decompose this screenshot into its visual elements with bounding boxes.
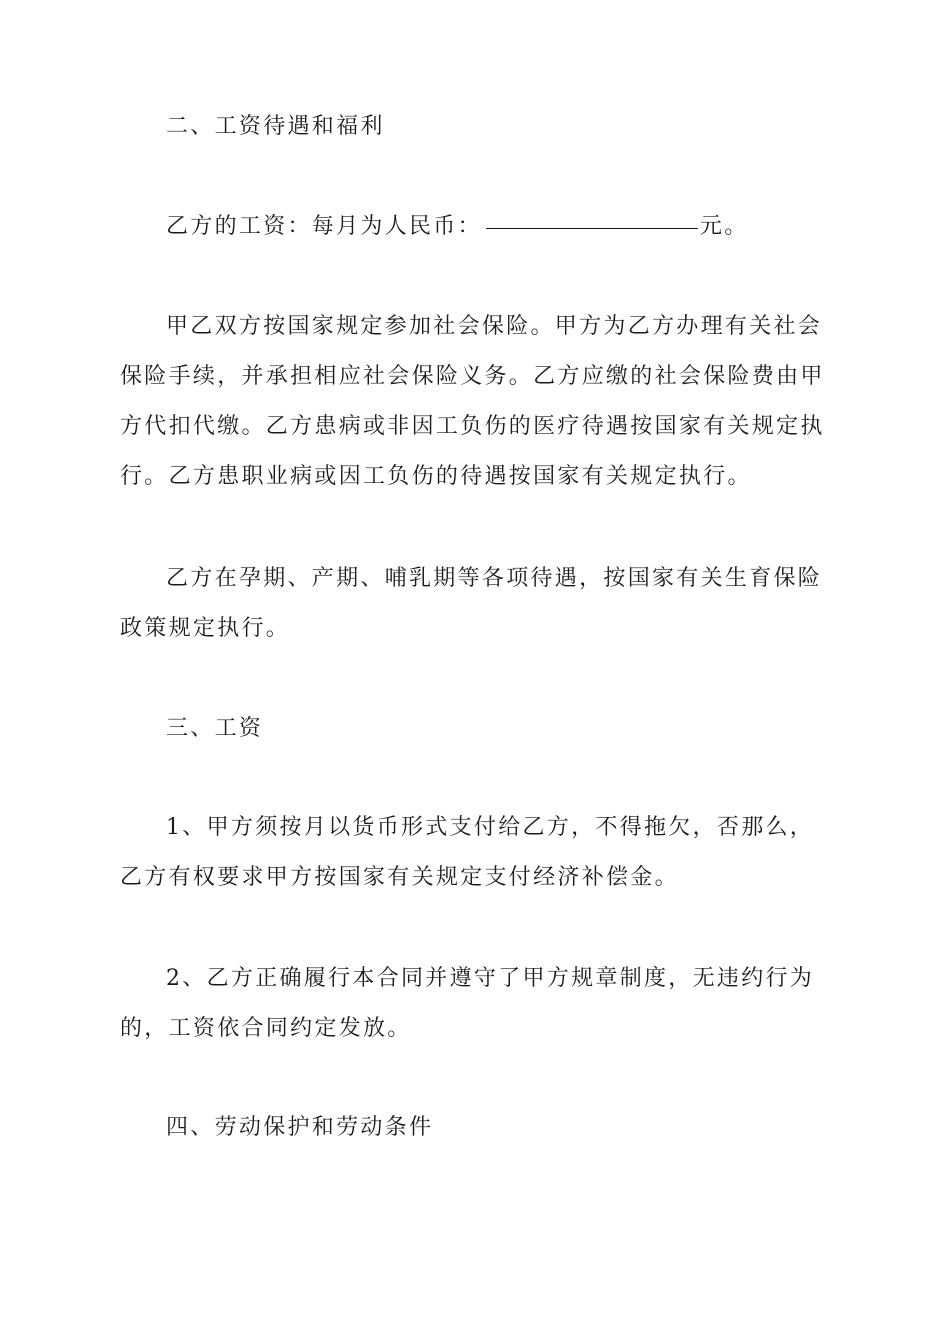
section-heading-labor-protection: 四、劳动保护和劳动条件 xyxy=(166,1115,434,1140)
wage-clause-1: 1、甲方须按月以货币形式支付给乙方，不得拖欠，否那么，乙方有权要求甲方按国家有关规定支付经济补偿金。 xyxy=(120,815,815,890)
salary-unit: 元。 xyxy=(699,214,749,239)
wage-clause-2: 2、乙方正确履行本合同并遵守了甲方规章制度，无违约行为的，工资依合同约定发放。 xyxy=(120,966,815,1041)
maternity-paragraph: 乙方在孕期、产期、哺乳期等各项待遇，按国家有关生育保险政策规定执行。 xyxy=(120,566,823,641)
social-insurance-paragraph: 甲乙双方按国家规定参加社会保险。甲方为乙方办理有关社会保险手续，并承担相应社会保险义务。乙方应缴的社会保险费由甲方代扣代缴。乙方患病或非因工负伤的医疗待遇按国家有关规定执行。乙方患职业病或因工负伤的待遇按国家有关规定执行。 xyxy=(120,314,825,489)
section-heading-wages: 三、工资 xyxy=(166,716,264,741)
salary-line xyxy=(120,202,832,252)
salary-label: 乙方的工资：每月为人民币： xyxy=(166,214,482,239)
salary-amount-blank xyxy=(486,206,698,229)
section-heading-benefits: 二、工资待遇和福利 xyxy=(166,114,385,139)
